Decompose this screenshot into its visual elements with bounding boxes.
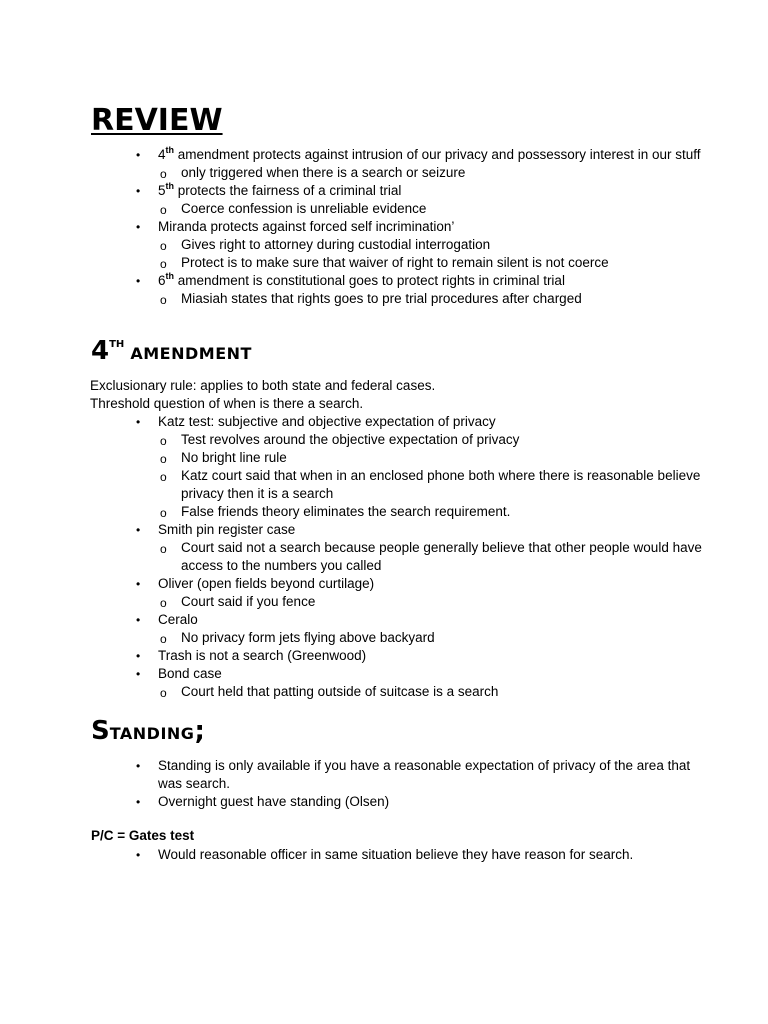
bullet-list bbox=[90, 146, 710, 308]
sub-list-item bbox=[90, 629, 710, 647]
bullet-list bbox=[90, 846, 710, 864]
list-item bbox=[90, 846, 710, 864]
sub-item-text: Katz court said that when in an enclosed phone both where there is reasonable believe privacy then it is a search bbox=[181, 468, 701, 501]
sub-list bbox=[158, 236, 710, 272]
sub-item-text: only triggered when there is a search or seizure bbox=[181, 165, 466, 180]
list-item bbox=[90, 665, 710, 701]
sub-list-item bbox=[90, 236, 710, 254]
bullet-icon: • bbox=[136, 415, 141, 429]
list-item bbox=[90, 272, 710, 308]
sub-list bbox=[158, 200, 710, 218]
sub-bullet-icon: o bbox=[160, 257, 167, 271]
sub-item-text: Protect is to make sure that waiver of right to remain silent is not coerce bbox=[181, 255, 609, 270]
sub-bullet-icon: o bbox=[160, 167, 167, 181]
item-text: Oliver (open fields beyond curtilage) bbox=[158, 576, 375, 591]
sub-list-item bbox=[90, 164, 710, 182]
list-item bbox=[90, 611, 710, 647]
list-item bbox=[90, 218, 710, 272]
sub-list bbox=[158, 683, 710, 701]
bullet-list bbox=[90, 757, 710, 811]
sub-list-item bbox=[90, 593, 710, 611]
sub-list bbox=[158, 164, 710, 182]
list-item bbox=[90, 757, 710, 793]
sub-list-item bbox=[90, 200, 710, 218]
standing-heading: STANDING; bbox=[91, 716, 205, 746]
item-text: Would reasonable officer in same situation believe they have reason for search. bbox=[158, 847, 634, 862]
bullet-list bbox=[90, 413, 710, 701]
sub-list-item bbox=[90, 503, 710, 521]
bullet-icon: • bbox=[136, 649, 141, 663]
item-text: Ceralo bbox=[158, 612, 198, 627]
sub-list-item bbox=[90, 254, 710, 272]
sub-bullet-icon: o bbox=[160, 632, 167, 646]
list-item bbox=[90, 575, 710, 611]
bullet-icon: • bbox=[136, 523, 141, 537]
bullet-icon: • bbox=[136, 577, 141, 591]
list-item bbox=[90, 146, 710, 182]
list-item bbox=[90, 793, 710, 811]
sub-item-text: Test revolves around the objective expectation of privacy bbox=[181, 432, 520, 447]
sub-item-text: No privacy form jets flying above backyard bbox=[181, 630, 435, 645]
item-text: Miranda protects against forced self incrimination’ bbox=[158, 219, 455, 234]
sub-item-text: No bright line rule bbox=[181, 450, 287, 465]
list-item bbox=[90, 647, 710, 665]
sub-list bbox=[158, 539, 710, 575]
bullet-icon: • bbox=[136, 220, 141, 234]
review-list bbox=[90, 146, 710, 308]
sub-list-item bbox=[90, 467, 710, 503]
bullet-icon: • bbox=[136, 184, 141, 198]
fourth-amendment-heading: 4TH AMENDMENT bbox=[91, 336, 252, 366]
standing-list bbox=[90, 757, 710, 811]
sub-item-text: Court said not a search because people generally believe that other people would have access to the numbers you called bbox=[181, 540, 702, 573]
sub-bullet-icon: o bbox=[160, 452, 167, 466]
sub-item-text: Court said if you fence bbox=[181, 594, 316, 609]
pc-list bbox=[90, 846, 710, 864]
fourth-amendment-list bbox=[90, 413, 710, 701]
bullet-icon: • bbox=[136, 613, 141, 627]
sub-bullet-icon: o bbox=[160, 434, 167, 448]
item-number: 5 bbox=[158, 183, 166, 198]
ordinal-suffix: th bbox=[165, 271, 175, 281]
sub-item-text: Court held that patting outside of suitcase is a search bbox=[181, 684, 499, 699]
bullet-icon: • bbox=[136, 274, 141, 288]
item-text: amendment is constitutional goes to protect rights in criminal trial bbox=[174, 273, 565, 288]
sub-list-item bbox=[90, 431, 710, 449]
threshold-question-line: Threshold question of when is there a search. bbox=[90, 396, 364, 411]
list-item bbox=[90, 521, 710, 575]
list-item bbox=[90, 182, 710, 218]
bullet-icon: • bbox=[136, 667, 141, 681]
sub-bullet-icon: o bbox=[160, 470, 167, 484]
sub-list bbox=[158, 431, 710, 521]
sub-item-text: Miasiah states that rights goes to pre trial procedures after charged bbox=[181, 291, 582, 306]
sub-bullet-icon: o bbox=[160, 542, 167, 556]
sub-item-text: False friends theory eliminates the search requirement. bbox=[181, 504, 511, 519]
sub-item-text: Gives right to attorney during custodial interrogation bbox=[181, 237, 491, 252]
sub-list bbox=[158, 290, 710, 308]
sub-list-item bbox=[90, 539, 710, 575]
ordinal-suffix: th bbox=[165, 145, 175, 155]
list-item bbox=[90, 413, 710, 521]
item-text: Bond case bbox=[158, 666, 222, 681]
item-number: 4 bbox=[158, 147, 166, 162]
sub-list-item bbox=[90, 449, 710, 467]
pc-heading: P/C = Gates test bbox=[91, 828, 195, 843]
sub-bullet-icon: o bbox=[160, 596, 167, 610]
item-text: Smith pin register case bbox=[158, 522, 296, 537]
review-heading: REVIEW bbox=[91, 103, 223, 138]
bullet-icon: • bbox=[136, 795, 141, 809]
item-text: Trash is not a search (Greenwood) bbox=[158, 648, 367, 663]
sub-bullet-icon: o bbox=[160, 239, 167, 253]
item-text: Standing is only available if you have a reasonable expectation of privacy of the area that was search. bbox=[158, 758, 691, 791]
exclusionary-rule-line: Exclusionary rule: applies to both state and federal cases. bbox=[90, 378, 436, 393]
bullet-icon: • bbox=[136, 759, 141, 773]
sub-list bbox=[158, 629, 710, 647]
item-text: Overnight guest have standing (Olsen) bbox=[158, 794, 390, 809]
bullet-icon: • bbox=[136, 148, 141, 162]
item-number: 6 bbox=[158, 273, 166, 288]
bullet-icon: • bbox=[136, 848, 141, 862]
item-text: amendment protects against intrusion of our privacy and possessory interest in our stuff bbox=[174, 147, 701, 162]
sub-bullet-icon: o bbox=[160, 293, 167, 307]
sub-list bbox=[158, 593, 710, 611]
sub-bullet-icon: o bbox=[160, 686, 167, 700]
sub-bullet-icon: o bbox=[160, 203, 167, 217]
sub-list-item bbox=[90, 290, 710, 308]
sub-bullet-icon: o bbox=[160, 506, 167, 520]
item-text: Katz test: subjective and objective expectation of privacy bbox=[158, 414, 496, 429]
ordinal-suffix: th bbox=[165, 181, 175, 191]
fourth-amendment-body bbox=[90, 377, 710, 701]
sub-item-text: Coerce confession is unreliable evidence bbox=[181, 201, 427, 216]
sub-list-item bbox=[90, 683, 710, 701]
item-text: protects the fairness of a criminal trial bbox=[174, 183, 402, 198]
